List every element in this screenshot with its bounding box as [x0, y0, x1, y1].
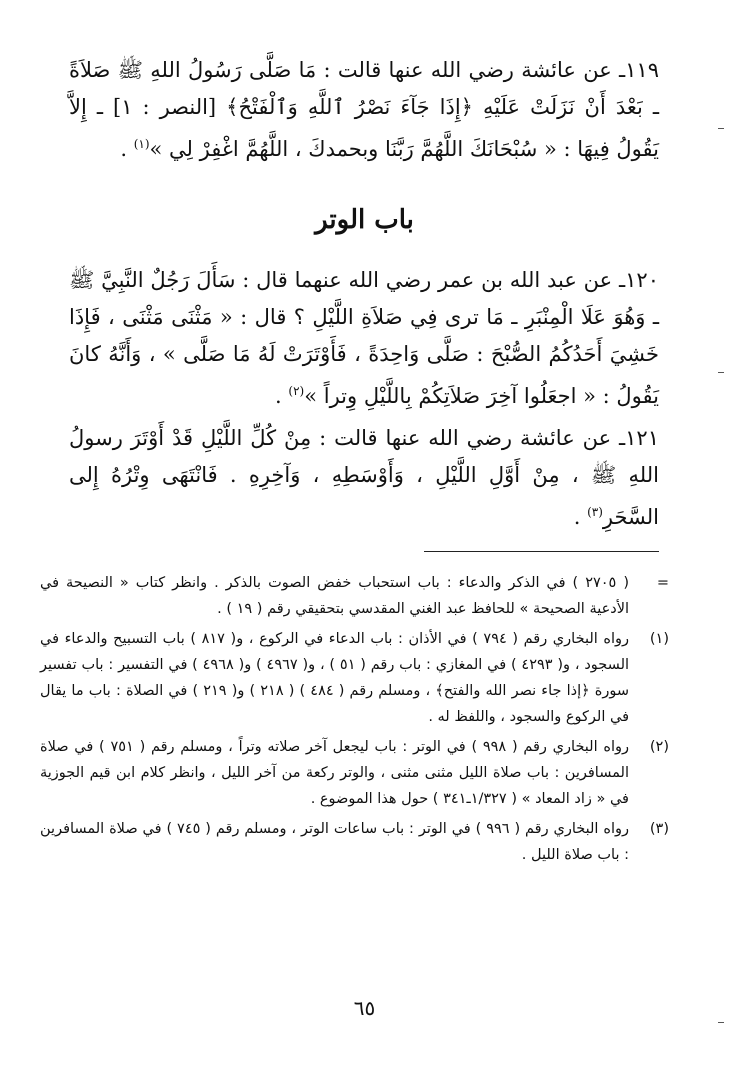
footnote-marker: =	[656, 575, 669, 591]
hadith-120-text: ١٢٠ـ عن عبد الله بن عمر رضي الله عنهما قال : سَأَلَ رَجُلٌ النَّبِيَّ ﷺ ـ وَهُوَ عَلَا الْمِنْبَرِ ـ مَا ترى فِي صَلاَةِ اللَّيْلِ ؟ قال : « مَثْنَى مَثْنَى ، فَإِذَا خَشِيَ أَحَدُكُمُ الصُّبْحَ : صَلَّى وَاحِدَةً ، فَأَوْتَرَتْ لَهُ مَا صَلَّى » ، وَأَنَّهُ كانَ يَقُولُ : « اجعَلُوا آخِرَ صَلاَتِكُمْ بِاللَّيْلِ وِتراً »	[69, 268, 659, 408]
footnotes	[40, 570, 669, 872]
hadith-121-text: ١٢١ـ عن عائشة رضي الله عنها قالت : مِنْ كُلِّ اللَّيْلِ قَدْ أَوْتَرَ رسولُ اللهِ ﷺ ، مِنْ أَوَّلِ اللَّيْلِ ، وَأَوْسَطِهِ ، وَآخِرِهِ . فَانْتَهَى وِتْرُهُ إِلى السَّحَرِ	[69, 426, 659, 529]
hadith-121: ١٢١ـ عن عائشة رضي الله عنها قالت : مِنْ كُلِّ اللَّيْلِ قَدْ أَوْتَرَ رسولُ اللهِ ﷺ ، مِنْ أَوَّلِ اللَّيْلِ ، وَأَوْسَطِهِ ، وَآخِرِهِ . فَانْتَهَى وِتْرُهُ إِلى السَّحَرِ$^{(٣)}$ .	[69, 426, 659, 529]
footnote-ref-3: (٣)	[587, 505, 603, 519]
footnote-2	[40, 734, 669, 812]
margin-mark	[718, 372, 724, 373]
hadith-120: ١٢٠ـ عن عبد الله بن عمر رضي الله عنهما قال : سَأَلَ رَجُلٌ النَّبِيَّ ﷺ ـ وَهُوَ عَلَا الْمِنْبَرِ ـ مَا ترى فِي صَلاَةِ اللَّيْلِ ؟ قال : « مَثْنَى مَثْنَى ، فَإِذَا خَشِيَ أَحَدُكُمُ الصُّبْحَ : صَلَّى وَاحِدَةً ، فَأَوْتَرَتْ لَهُ مَا صَلَّى » ، وَأَنَّهُ كانَ يَقُولُ : « اجعَلُوا آخِرَ صَلاَتِكُمْ بِاللَّيْلِ وِتراً »$^{(٢)}$ .	[69, 268, 659, 408]
footnote-continued	[40, 570, 669, 622]
hadith-119: ١١٩ـ عن عائشة رضي الله عنها قالت : مَا صَلَّى رَسُولُ اللهِ ﷺ صَلاَةً ـ بَعْدَ أَنْ نَزَلَتْ عَلَيْهِ ﴿إِذَا جَآءَ نَصْرُ ٱللَّهِ وَٱلْفَتْحُ﴾ [النصر : ١] ـ إِلاَّ يَقُولُ فِيهَا : « سُبْحَانَكَ اللَّهُمَّ رَبَّنَا وبحمدكَ ، اللَّهُمَّ اغْفِرْ لِي »$^{(١)}$ .	[69, 58, 659, 161]
section-heading: باب الوتر	[315, 205, 414, 235]
margin-mark	[718, 1022, 724, 1023]
hadith-119-text: ١١٩ـ عن عائشة رضي الله عنها قالت : مَا صَلَّى رَسُولُ اللهِ ﷺ صَلاَةً ـ بَعْدَ أَنْ نَزَلَتْ عَلَيْهِ ﴿إِذَا جَآءَ نَصْرُ ٱللَّهِ وَٱلْفَتْحُ﴾ [النصر : ١] ـ إِلاَّ يَقُولُ فِيهَا : « سُبْحَانَكَ اللَّهُمَّ رَبَّنَا وبحمدكَ ، اللَّهُمَّ اغْفِرْ لِي »	[69, 58, 659, 161]
footnote-ref-2: (٢)	[288, 384, 305, 398]
footnote-marker: (٢)	[649, 739, 669, 755]
footnote-marker: (٣)	[649, 821, 669, 837]
footnote-marker: (١)	[649, 631, 669, 647]
footnote-text: ( ٢٧٠٥ ) في الذكر والدعاء : باب استحباب خفض الصوت بالذكر . وانظر كتاب « النصيحة في الأدعية الصحيحة » للحافظ عبد الغني المقدسي بتحقيقي رقم ( ١٩ ) .	[40, 575, 629, 617]
footnote-1	[40, 626, 669, 730]
footnote-text: رواه البخاري رقم ( ٧٩٤ ) في الأذان : باب الدعاء في الركوع ، و( ٨١٧ ) باب التسبيح والدعاء في السجود ، و( ٤٢٩٣ ) في المغازي : باب رقم ( ٥١ ) ، و( ٤٩٦٧ ) و( ٤٩٦٨ ) في التفسير : باب تفسير سورة ﴿إذا جاء نصر الله والفتح﴾ ، ومسلم رقم ( ٤٨٤ ) ( ٢١٨ ) و( ٢١٩ ) في الصلاة : باب ما يقال في الركوع والسجود ، واللفظ له .	[40, 631, 630, 725]
footnote-text: رواه البخاري رقم ( ٩٩٨ ) في الوتر : باب ليجعل آخر صلاته وتراً ، ومسلم رقم ( ٧٥١ ) في صلاة المسافرين : باب صلاة الليل مثنى مثنى ، والوتر ركعة من آخر الليل ، وانظر كلام ابن قيم الجوزية في « زاد المعاد » ( ١/٣٢٧ـ٣٤١ ) حول هذا الموضوع .	[40, 739, 629, 807]
footnote-text: رواه البخاري رقم ( ٩٩٦ ) في الوتر : باب ساعات الوتر ، ومسلم رقم ( ٧٤٥ ) في صلاة المسافرين : باب صلاة الليل .	[40, 821, 629, 863]
footnote-separator	[424, 551, 659, 552]
margin-mark	[718, 128, 724, 129]
footnote-3	[40, 816, 669, 868]
footnote-ref-1: (١)	[133, 137, 150, 151]
page-number: ٦٥	[353, 996, 376, 1020]
